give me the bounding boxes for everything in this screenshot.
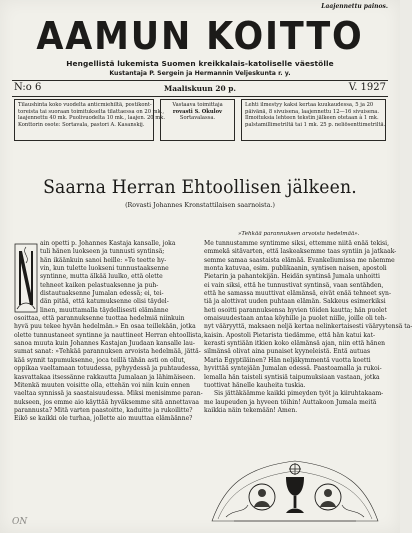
editor-info-box bbox=[160, 99, 235, 141]
text-line: ain opetti p. Johannes Kastaja kansalle, joka bbox=[40, 240, 176, 247]
text-line: monta katuvaa, esim. publikaanin, syntisen naisen, apostoli bbox=[204, 265, 387, 273]
box-line: rovasti S. Okulov bbox=[172, 108, 223, 115]
article-title: Saarna Herran Ehtoollisen jälkeen. bbox=[43, 177, 357, 198]
subscription-info-box bbox=[14, 99, 165, 141]
text-line: kää synnit tapumuksenne, joca teillä tähän asti on ollut, bbox=[14, 356, 186, 364]
text-line: vin, kun tulette luokseni tunnustaaksenne bbox=[40, 265, 169, 273]
text-line: Pietarin ja pahantekijän. Heidän syntinsä Jumala unhoitti bbox=[204, 273, 380, 281]
issue-number: N:o 6 bbox=[14, 82, 42, 93]
issue-year: V. 1927 bbox=[348, 82, 386, 93]
text-line: me laupeuden ja hyveen töihin! Auttakoon Jumala meitä bbox=[204, 398, 377, 406]
text-line: parannusta? Mitä varten paastoitte, kaduitte ja rukoilitte? bbox=[14, 406, 193, 414]
text-line: linen, muuttamalla täydellisesti elämänne bbox=[40, 306, 169, 314]
box-line: Tilaushinta koko vuodelta anticmiehiltä, postikont- bbox=[18, 102, 152, 108]
box-line: Konttorin osote: Sortavala, pastori A. Kasanskij. bbox=[18, 121, 145, 128]
text-line: nukseen, jos emme aio käyttää hyväksemme sitä annettavaa bbox=[14, 398, 200, 406]
text-line: sanoa muuta kuin Johannes Kastajan Juudaan kansalle lau- bbox=[14, 340, 195, 348]
text-line: ei vain siksi, että he tunnustivat syntinsä, vaan sentähden, bbox=[204, 281, 384, 289]
text-line: hyvä puu tekee hyvän hedelmän.» En osaa teillekään, jotka bbox=[14, 323, 196, 331]
publisher-line: Kustantaja P. Sergein ja Hermannin Veljeskunta r. y. bbox=[109, 70, 291, 77]
text-line: Sis jättäkäämme kaikki pimeyden työt ja kiiruhtakaam- bbox=[214, 390, 384, 398]
top-divider bbox=[12, 80, 388, 81]
text-line: Maria Egyptiläinen? Hän neljäkymmentä vuotta koetti bbox=[204, 356, 371, 364]
box-line: palstamillimetriltä tai 1 mk. 25 p. neliösenttimetriltä. bbox=[245, 121, 386, 128]
publication-info-box bbox=[241, 99, 386, 141]
text-line: distautuaksenne Jumalan edessä; ei, tei- bbox=[40, 290, 164, 298]
text-line: Mitenkä muuten voisitte olla, ettehän voi niin kuin ennen bbox=[14, 381, 190, 389]
article-epigraph: »Tehkää parannuksen arvoista hedelmää». bbox=[238, 231, 360, 237]
text-line: heti osoitti parannuksensa hyvien töiden kautta; hän puolet bbox=[204, 306, 387, 314]
text-line: semme samaa saastaista elämää. Evankeliumissa me näemme bbox=[204, 256, 395, 264]
text-line: hän ikäänkuin sanoi heille: »Te teette hy- bbox=[40, 256, 167, 264]
box-line: Vastaava toimittaja bbox=[172, 102, 223, 108]
text-line: kasvattakaa itsessänne rakkautta Jumalaan ja lähimäiseen. bbox=[14, 373, 196, 381]
issue-divider bbox=[12, 96, 388, 97]
text-line: omaisuudestaan antaa köyhille ja puolet niille, joille oli teh- bbox=[204, 315, 387, 323]
text-line: kaisin. Apostoli Pietarista tiedämme, että hän katui kat- bbox=[204, 331, 376, 339]
text-line: että he samassa muuttivat elämänsä, eivät enää tehneet syn- bbox=[204, 290, 391, 298]
handwritten-signature: ON bbox=[12, 517, 28, 527]
text-line: nyt vääryyttä, maksaen neljä kertaa nelinkertaisesti vääryytensä ta- bbox=[204, 323, 412, 331]
text-line: lemalla hän taisteli syntisiä taipumuksiaan vastaan, jotka bbox=[204, 373, 380, 381]
saint-medallion-left-icon bbox=[249, 484, 275, 510]
article-byline: (Rovasti Johannes Kronstattilaisen saarnoista.) bbox=[125, 202, 275, 209]
text-line: tuli hänen luokseen ja tunnusti syntinsä; bbox=[40, 248, 165, 256]
masthead-title: AAMUN KOITTO bbox=[36, 14, 364, 58]
box-line: toreista tai suoraan toimitukselta tilattaessa on 20 mk., bbox=[18, 108, 165, 115]
article-right-column bbox=[204, 240, 412, 415]
issue-date: Maaliskuun 20 p. bbox=[164, 84, 236, 93]
box-line: päivänä, 8 sivuisena, laajennettu 12—16 sivuisena. bbox=[245, 108, 380, 115]
text-line: syntinne, mutta älkää luulko, että olette bbox=[40, 273, 163, 281]
box-line: Lehti ilmestyy kaksi kertaa kuukaudessa, 5 ja 20 bbox=[245, 102, 374, 108]
text-line: oppikaa vaeltamaan totuudessa, pyhyydessä ja puhtaudessa, bbox=[14, 365, 201, 373]
text-line: Eikö se kaikki ole turhaa, jollette aio muuttaa elämäänne? bbox=[14, 415, 193, 423]
text-line: tiä ja alottivat uuden puhtaan elämän. Sakkeus esimerkiksi bbox=[204, 298, 386, 306]
text-line: emmekä sitävarten, että laskeaksemme taas syntiin ja jatkaak- bbox=[204, 248, 397, 256]
saint-medallion-right-icon bbox=[315, 484, 341, 510]
box-line: laajennettu 40 mk. Puolivuodelta 10 mk., laajen. 20 mk. bbox=[18, 115, 165, 122]
text-line: vaeltaa synnissä ja saastaisuudessa. Miksi menisimme paran- bbox=[14, 390, 203, 398]
text-line: hyvittää syntejään Jumalan edessä. Paastoamalla ja rukoi- bbox=[204, 365, 382, 373]
masthead-subtitle: Hengellistä lukemista Suomen kreikkalais-katoliselle väestölle bbox=[66, 59, 334, 68]
edition-note: Laajennettu painos. bbox=[321, 3, 388, 10]
text-line: Me tunnustamme syntimme siksi, ettemme niitä enää tekisi, bbox=[204, 240, 390, 247]
text-line: tehneet kaiken pelastuaksenne ja puh- bbox=[40, 281, 159, 289]
text-line: dän pitää, että katumuksenne olisi täydel- bbox=[40, 298, 169, 306]
text-line: sumat sanat: »Tehkää parannuksen arvoista hedelmää, jättä- bbox=[14, 348, 201, 356]
box-line: Sortavalassa. bbox=[179, 115, 216, 122]
text-line: osoittaa, että parannuksenne tuottaa hedelmiä niinkuin bbox=[14, 315, 185, 323]
text-line: kerasti syntiään itkien koko elämänsä ajan, niin että hänen bbox=[204, 340, 386, 348]
text-line: silmänsä olivat aina punaiset kyyneleistä. Entä autuas bbox=[204, 348, 371, 356]
text-line: kaikkia näin tekemään! Amen. bbox=[204, 406, 298, 414]
text-line: olette tunnustaneet syntinne ja nauttineet Herran ehtoollista, bbox=[14, 331, 204, 339]
chalice-icon bbox=[286, 463, 304, 513]
article-left-column bbox=[14, 240, 204, 424]
communion-ornament-illustration bbox=[204, 447, 386, 525]
text-line: tuottivat hänelle kauheita tuskia. bbox=[204, 381, 306, 389]
box-line: Ilmoituksia lehteen tekstin jälkeen otetaan à 1 mk. bbox=[245, 115, 379, 122]
